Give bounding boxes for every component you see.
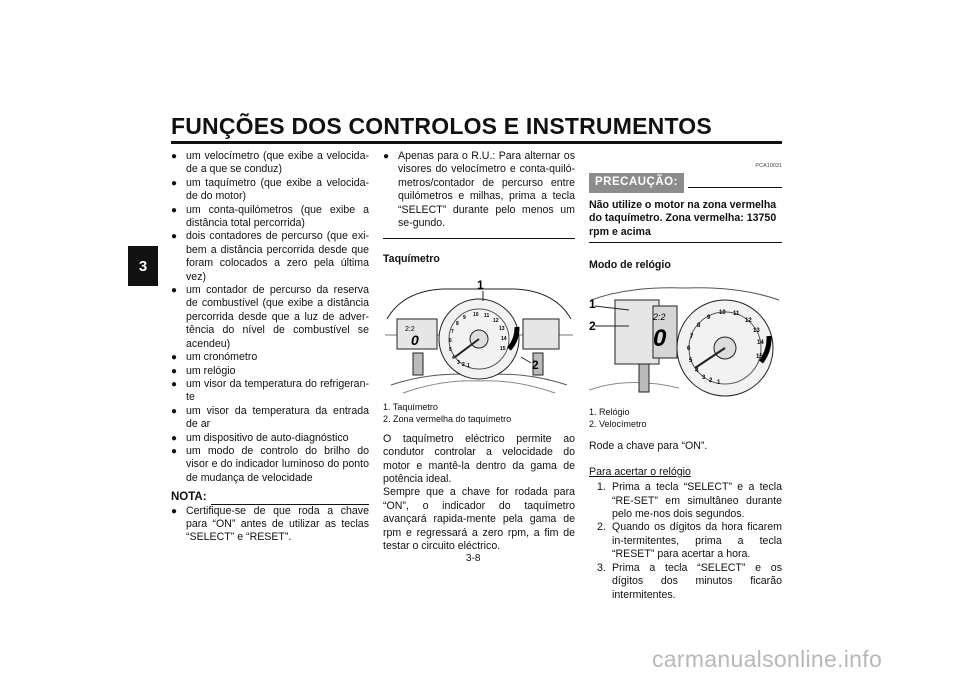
tach-number: 5 <box>449 346 452 353</box>
list-item: ● um dispositivo de auto-diagnóstico <box>171 432 369 445</box>
list-item <box>589 481 782 521</box>
tach-number: 4 <box>452 354 455 361</box>
nota-list <box>171 505 369 545</box>
step-number: 3. <box>597 561 606 574</box>
tach-number: 15 <box>756 354 763 361</box>
tach-number: 7 <box>690 334 694 341</box>
tach-number: 12 <box>745 318 752 325</box>
paragraph: O taquímetro eléctrico permite ao condutor controlar a velocidade do motor e mantê-la dentro da gama de potência ideal. <box>383 432 575 486</box>
step-text: Prima a tecla “SELECT” e os dígitos dos minutos ficarão intermitentes. <box>612 561 782 601</box>
feature-list <box>171 150 369 485</box>
list-item: ● um visor da temperatura do refrigeran-te <box>171 378 369 405</box>
list-item: ● um relógio <box>171 365 369 378</box>
tach-number: 11 <box>733 311 740 318</box>
page-title: FUNÇÕES DOS CONTROLOS E INSTRUMENTOS <box>171 113 712 139</box>
figure-caption: 1. Taquímetro <box>383 401 438 412</box>
tach-number: 3 <box>702 375 706 382</box>
paragraph: Sempre que a chave for rodada para “ON”, o indicador do taquímetro avançará rapida-mente pela gama de rpm e regressará a zero rpm, a fim de testar o circuito eléctrico. <box>383 486 575 553</box>
tach-number: 10 <box>719 310 726 317</box>
instrument-cluster-illustration <box>589 280 781 400</box>
instrument-cluster-illustration <box>383 275 575 395</box>
tach-number: 1 <box>467 362 470 369</box>
tach-number: 9 <box>707 315 711 322</box>
list-item <box>589 521 782 561</box>
list-item: ● um visor da temperatura da entrada de ar <box>171 405 369 432</box>
watermark: carmanualsonline.info <box>652 646 883 672</box>
chapter-tab: 3 <box>128 246 158 286</box>
column-3 <box>589 150 782 602</box>
list-item: ● um conta-quilómetros (que exibe a distância total percorrida) <box>171 204 369 231</box>
step-number: 2. <box>597 521 606 534</box>
step-text: Quando os dígitos da hora ficarem in-termitentes, prima a tecla “RESET” para acertar a hora. <box>612 521 782 561</box>
tach-number: 1 <box>717 380 721 387</box>
callout-2: 2 <box>589 319 596 334</box>
nota-rule <box>211 495 369 505</box>
section-heading-clock: Modo de relógio <box>589 259 671 272</box>
list-item: ● um velocímetro (que exibe a velocida-de a que se conduz) <box>171 150 369 177</box>
figure-caption: 2. Zona vermelha do taquímetro <box>383 413 512 424</box>
tach-number: 13 <box>753 328 760 335</box>
tach-number: 3 <box>457 359 460 366</box>
tach-number: 6 <box>687 346 691 353</box>
tach-number: 14 <box>501 335 507 342</box>
caution-heading <box>589 173 782 192</box>
tach-number: 5 <box>689 358 693 365</box>
list-item: ● um modo de controlo do brilho do visor e do indicador luminoso do ponto de mudança de velocidade <box>171 445 369 485</box>
tach-number: 15 <box>500 345 506 352</box>
tach-number: 13 <box>499 325 505 332</box>
tach-number: 8 <box>697 323 701 330</box>
list-item: ● um contador de percurso da reserva de combustível (que exibe a distância percorrida desde que a luz de adver-tência do nível de combustível se acendeu) <box>171 284 369 351</box>
list-item: ● dois contadores de percurso (que exi-bem a distância percorrida desde que foram colocados a zero pela última vez) <box>171 230 369 284</box>
steps-list <box>589 481 782 602</box>
callout-2: 2 <box>532 357 539 372</box>
tach-number: 4 <box>695 368 699 375</box>
clock-readout: 2:2 <box>653 312 666 323</box>
tach-number: 11 <box>484 312 490 319</box>
subheading-set-clock: Para acertar o relógio <box>589 465 691 478</box>
figure-clock <box>589 280 781 400</box>
section-heading-tachometer: Taquímetro <box>383 253 440 266</box>
section-rule <box>383 238 575 239</box>
list-item <box>589 562 782 602</box>
list-item: ● um taquímetro (que exibe a velocida-de do motor) <box>171 177 369 204</box>
tach-number: 12 <box>493 317 499 324</box>
tach-number: 9 <box>463 314 466 321</box>
caution-label: PRECAUÇÃO: <box>589 173 684 192</box>
caution-text: Não utilize o motor na zona vermelha do taquímetro. Zona vermelha: 13750 rpm e acima <box>589 199 782 243</box>
clock-readout: 2:2 <box>405 325 415 333</box>
digital-speed: 0 <box>653 325 667 353</box>
tach-number: 6 <box>449 337 452 344</box>
tach-number: 14 <box>757 340 764 347</box>
list-item: ● um cronómetro <box>171 351 369 364</box>
callout-1: 1 <box>589 297 596 312</box>
caution-rule <box>688 187 782 188</box>
digital-speed: 0 <box>411 331 419 348</box>
tach-number: 7 <box>451 328 454 335</box>
figure-tachometer <box>383 275 575 395</box>
step-text: Prima a tecla “SELECT” e a tecla “RE-SET” em simultâneo durante pelo me-nos dois segundos. <box>612 481 782 521</box>
list-item: ● Apenas para o R.U.: Para alternar os visores do velocímetro e conta-quiló-metros/contador de percurso entre quilómetros e milhas, prima a tecla “SELECT” durante pelo menos um se-gundo. <box>383 150 575 230</box>
column-1 <box>171 150 369 545</box>
uk-note-list <box>383 150 575 230</box>
paragraph: Rode a chave para “ON”. <box>589 440 708 453</box>
figure-caption: 1. Relógio <box>589 407 630 418</box>
nota-label: NOTA: <box>171 491 207 504</box>
tach-number: 10 <box>473 311 479 318</box>
column-2 <box>383 150 575 554</box>
nota-heading <box>171 491 369 504</box>
list-item: ● Certifique-se de que roda a chave para “ON” antes de utilizar as teclas “SELECT” e “RESET”. <box>171 505 369 545</box>
figure-caption: 2. Velocímetro <box>589 419 647 430</box>
callout-1: 1 <box>477 277 484 292</box>
page-number: 3-8 <box>466 553 481 564</box>
tach-number: 2 <box>709 378 713 385</box>
tach-number: 8 <box>456 320 459 327</box>
caution-code: PCA10031 <box>755 163 782 169</box>
tach-number: 2 <box>462 361 465 368</box>
step-number: 1. <box>597 481 606 494</box>
title-rule <box>171 141 782 144</box>
